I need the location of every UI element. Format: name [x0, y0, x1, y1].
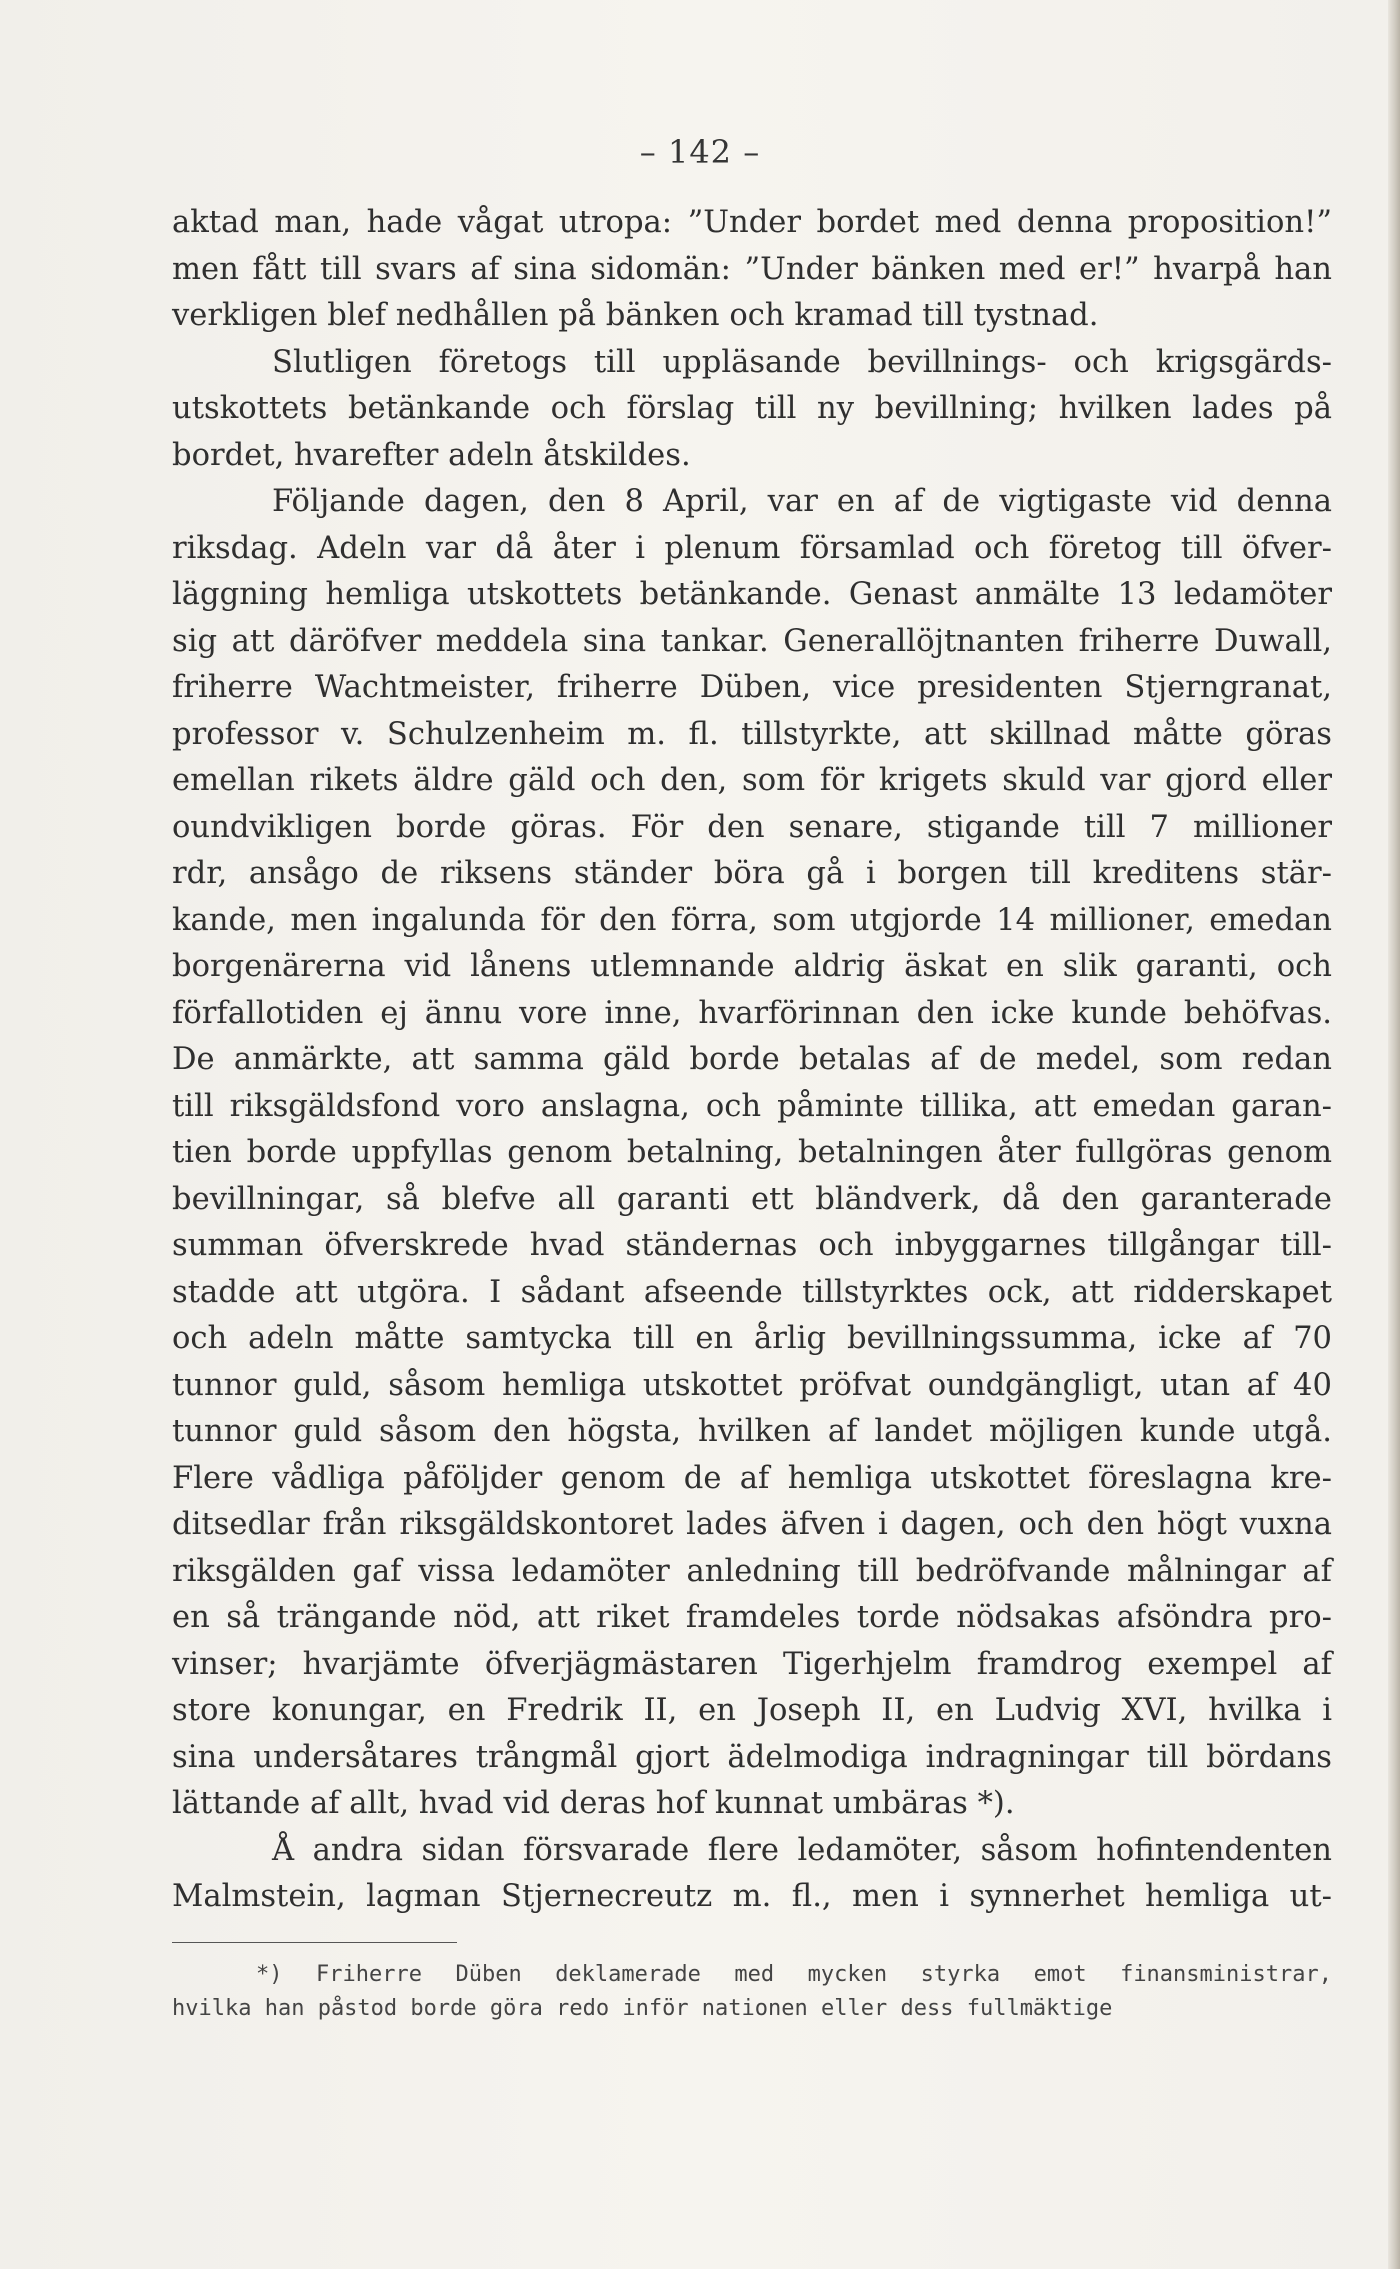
text-line: rdr, ansågo de riksens ständer böra gå i borgen till kreditens stär-: [172, 856, 1332, 891]
text-line: ditsedlar från riksgäldskontoret lades äfven i dagen, och den högt vuxna: [172, 1507, 1332, 1542]
text-line: Malmstein, lagman Stjernecreutz m. fl., men i synnerhet hemliga ut-: [172, 1879, 1332, 1914]
text-line: riksdag. Adeln var då åter i plenum församlad och företog till öfver-: [172, 530, 1332, 566]
text-line: verkligen blef nedhållen på bänken och kramad till tystnad.: [172, 298, 1099, 333]
text-line: utskottets betänkande och förslag till ny bevillning; hvilken lades på: [172, 391, 1332, 426]
text-line: professor v. Schulzenheim m. fl. tillstyrkte, att skillnad måtte göras: [172, 716, 1332, 752]
text-line: till riksgäldsfond voro anslagna, och påminte tillika, att emedan garan-: [172, 1088, 1332, 1124]
text-line: men fått till svars af sina sidomän: ”Under bänken med er!” hvarpå han: [172, 251, 1332, 287]
text-line: stadde att utgöra. I sådant afseende tillstyrktes ock, att ridderskapet: [172, 1274, 1332, 1310]
body-text: [172, 200, 1332, 1921]
text-line: Flere vådliga påföljder genom de af hemliga utskottet föreslagna kre-: [172, 1460, 1332, 1496]
text-line: Å andra sidan försvarade flere ledamöter, såsom hofintendenten: [272, 1832, 1332, 1868]
text-line: friherre Wachtmeister, friherre Düben, vice presidenten Stjerngranat,: [172, 670, 1332, 705]
text-line: De anmärkte, att samma gäld borde betalas af de medel, som redan: [172, 1042, 1332, 1077]
text-line: bevillningar, så blefve all garanti ett bländverk, då den garanterade: [172, 1181, 1332, 1217]
text-line: Följande dagen, den 8 April, var en af de vigtigaste vid denna: [272, 484, 1332, 519]
text-line: store konungar, en Fredrik II, en Joseph II, en Ludvig XVI, hvilka i: [172, 1693, 1332, 1728]
text-line: en så trängande nöd, att riket framdeles torde nödsakas afsöndra pro-: [172, 1600, 1332, 1635]
text-line: riksgälden gaf vissa ledamöter anledning till bedröfvande målningar af: [172, 1553, 1332, 1589]
text-line: tunnor guld, såsom hemliga utskottet pröfvat oundgängligt, utan af 40: [172, 1367, 1332, 1403]
text-line: sina undersåtares trångmål gjort ädelmodiga indragningar till bördans: [172, 1739, 1332, 1775]
text-line: tunnor guld såsom den högsta, hvilken af landet möjligen kunde utgå.: [172, 1414, 1332, 1449]
text-line: bordet, hvarefter adeln åtskildes.: [172, 437, 691, 473]
footnote-divider: [172, 1942, 457, 1943]
text-line: aktad man, hade vågat utropa: ”Under bordet med denna proposition!”: [172, 205, 1332, 240]
text-line: tien borde uppfyllas genom betalning, betalningen åter fullgöras genom: [172, 1135, 1332, 1170]
footnote: [172, 1958, 1332, 2026]
text-line: och adeln måtte samtycka till en årlig bevillningssumma, icke af 70: [172, 1321, 1332, 1356]
text-line: förfallotiden ej ännu vore inne, hvarförinnan den icke kunde behöfvas.: [172, 995, 1332, 1031]
text-line: emellan rikets äldre gäld och den, som för krigets skuld var gjord eller: [172, 763, 1332, 798]
text-line: sig att däröfver meddela sina tankar. Generallöjtnanten friherre Duwall,: [172, 623, 1332, 659]
text-line: läggning hemliga utskottets betänkande. Genast anmälte 13 ledamöter: [172, 577, 1332, 612]
text-line: summan öfverskrede hvad ständernas och inbyggarnes tillgångar till-: [172, 1228, 1332, 1263]
text-line: kande, men ingalunda för den förra, som utgjorde 14 millioner, emedan: [172, 902, 1332, 938]
footnote-line: *) Friherre Düben deklamerade med mycken styrka emot finansministrar,: [256, 1962, 1332, 1987]
text-line: oundvikligen borde göras. För den senare, stigande till 7 millioner: [172, 809, 1332, 845]
footnote-line: hvilka han påstod borde göra redo inför nationen eller dess fullmäktige: [172, 1996, 1113, 2021]
text-line: borgenärerna vid lånens utlemnande aldrig äskat en slik garanti, och: [172, 949, 1332, 984]
text-line: lättande af allt, hvad vid deras hof kunnat umbäras *).: [172, 1786, 1015, 1821]
text-line: vinser; hvarjämte öfverjägmästaren Tigerhjelm framdrog exempel af: [172, 1646, 1332, 1682]
page-edge: [1388, 0, 1400, 2269]
page-number: – 142 –: [639, 133, 761, 171]
text-line: Slutligen företogs till uppläsande bevillnings- och krigsgärds-: [272, 344, 1332, 380]
